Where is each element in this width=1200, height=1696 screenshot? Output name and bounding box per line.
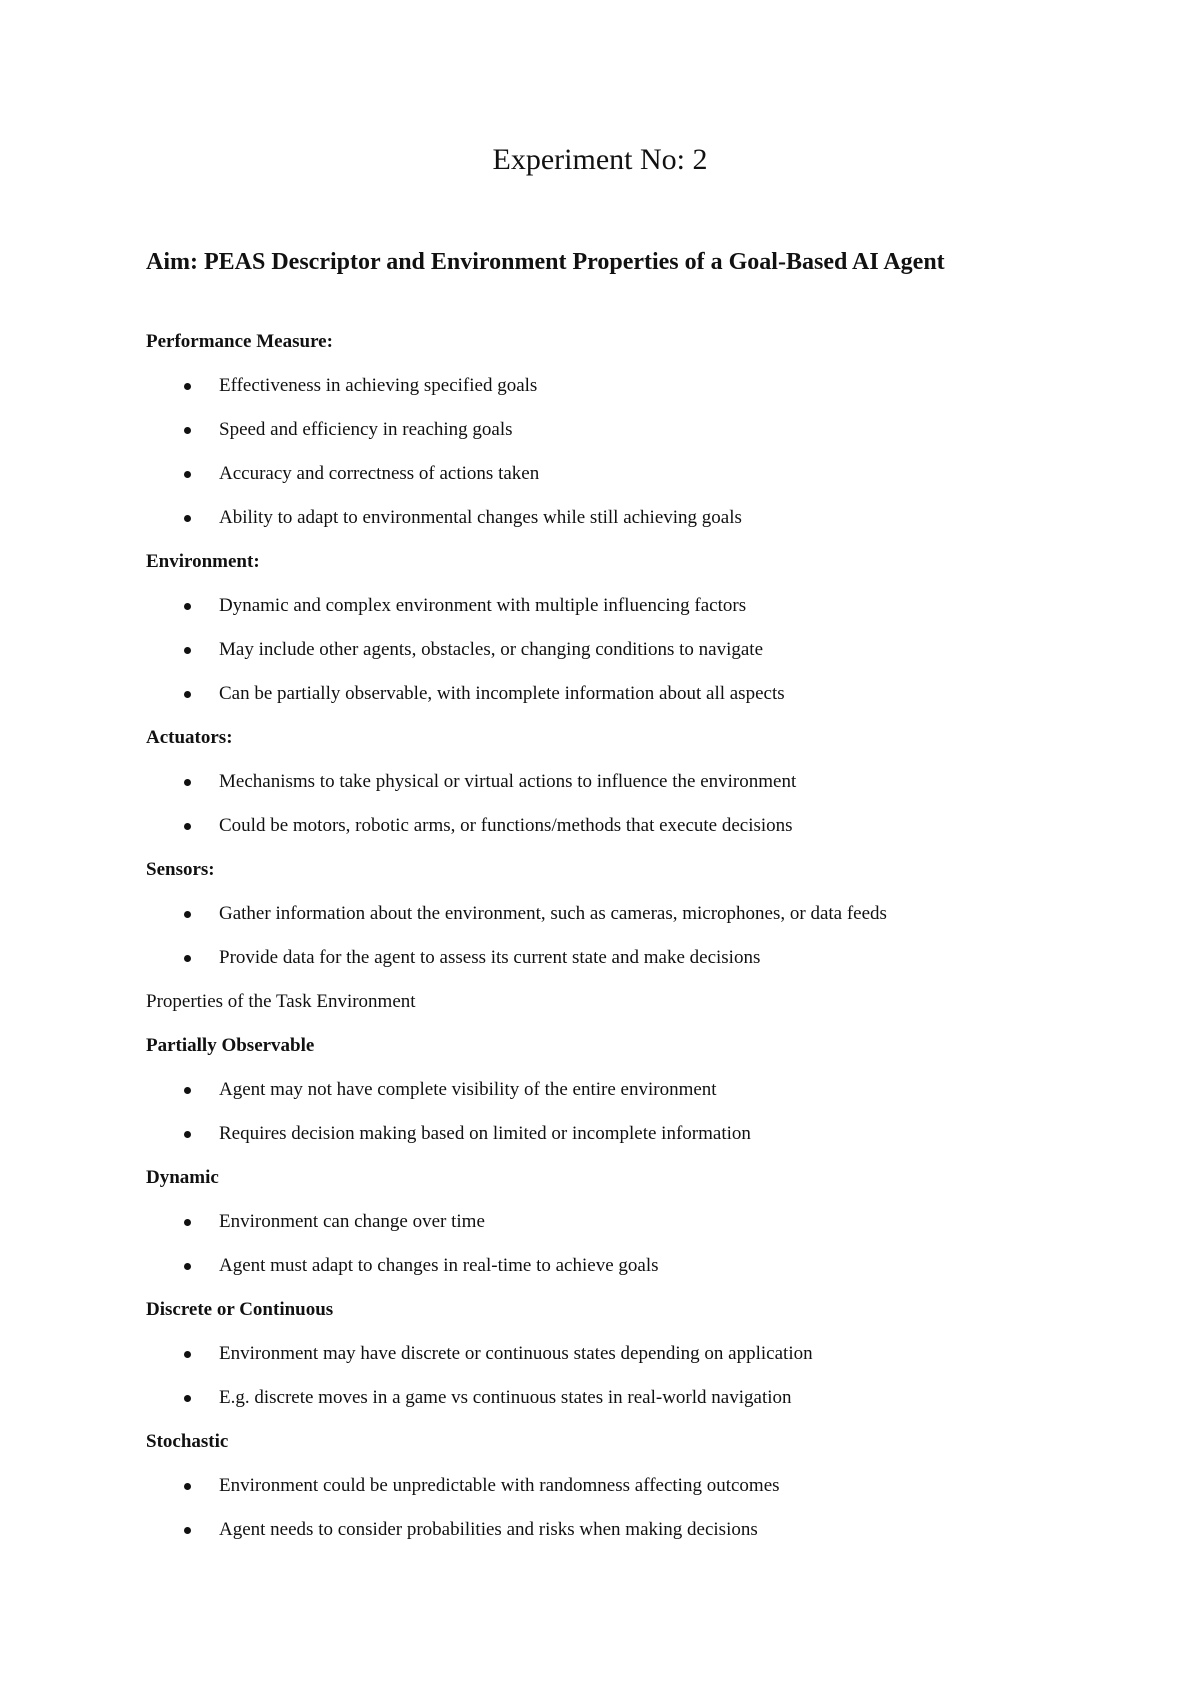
list-item xyxy=(146,1518,1106,1562)
list-item-text: Mechanisms to take physical or virtual actions to influence the environment xyxy=(219,771,797,792)
property-heading-discrete-or-continuous: Discrete or Continuous xyxy=(146,1299,334,1320)
properties-heading: Properties of the Task Environment xyxy=(146,991,416,1012)
property-heading-partially-observable: Partially Observable xyxy=(146,1035,315,1056)
list-item xyxy=(146,1342,1106,1386)
list-item-text: Environment can change over time xyxy=(219,1211,485,1232)
property-heading-stochastic: Stochastic xyxy=(146,1431,229,1452)
list-item xyxy=(146,594,1106,638)
list-item xyxy=(146,682,1106,726)
list-item xyxy=(146,1474,1106,1518)
list-item xyxy=(146,418,1106,462)
bullet-icon xyxy=(184,515,191,522)
list-item-text: Agent may not have complete visibility of the entire environment xyxy=(219,1079,717,1100)
section-heading-environment: Environment: xyxy=(146,551,260,572)
property-heading-dynamic: Dynamic xyxy=(146,1167,219,1188)
sensors-list xyxy=(146,902,1106,990)
page-title: Experiment No: 2 xyxy=(492,143,708,176)
section-heading-performance-measure: Performance Measure: xyxy=(146,331,333,352)
list-item-text: Effectiveness in achieving specified goals xyxy=(219,375,538,396)
actuators-list xyxy=(146,770,1106,858)
bullet-icon xyxy=(184,1351,191,1358)
stochastic-list xyxy=(146,1474,1106,1562)
list-item-text: May include other agents, obstacles, or changing conditions to navigate xyxy=(219,639,763,660)
bullet-icon xyxy=(184,955,191,962)
document-body xyxy=(146,330,1106,1562)
bullet-icon xyxy=(184,1395,191,1402)
list-item-text: Agent needs to consider probabilities and risks when making decisions xyxy=(219,1519,758,1540)
bullet-icon xyxy=(184,911,191,918)
list-item xyxy=(146,1254,1106,1298)
list-item-text: Speed and efficiency in reaching goals xyxy=(219,419,513,440)
bullet-icon xyxy=(184,471,191,478)
list-item xyxy=(146,1122,1106,1166)
list-item-text: Agent must adapt to changes in real-time to achieve goals xyxy=(219,1255,659,1276)
list-item-text: Provide data for the agent to assess its current state and make decisions xyxy=(219,947,761,968)
list-item-text: Gather information about the environment, such as cameras, microphones, or data feeds xyxy=(219,903,887,924)
list-item-text: Environment may have discrete or continuous states depending on application xyxy=(219,1343,813,1364)
list-item-text: Can be partially observable, with incomplete information about all aspects xyxy=(219,683,785,704)
dynamic-list xyxy=(146,1210,1106,1298)
aim-text: : PEAS Descriptor and Environment Properties of a Goal-Based AI Agent xyxy=(190,249,945,275)
section-heading-sensors: Sensors: xyxy=(146,859,215,880)
bullet-icon xyxy=(184,1131,191,1138)
list-item xyxy=(146,814,1106,858)
bullet-icon xyxy=(184,427,191,434)
list-item-text: Accuracy and correctness of actions taken xyxy=(219,463,540,484)
list-item xyxy=(146,1386,1106,1430)
partially-observable-list xyxy=(146,1078,1106,1166)
bullet-icon xyxy=(184,779,191,786)
list-item xyxy=(146,1210,1106,1254)
bullet-icon xyxy=(184,1483,191,1490)
list-item xyxy=(146,506,1106,550)
list-item xyxy=(146,1078,1106,1122)
list-item xyxy=(146,462,1106,506)
bullet-icon xyxy=(184,691,191,698)
list-item xyxy=(146,770,1106,814)
list-item xyxy=(146,902,1106,946)
environment-list xyxy=(146,594,1106,726)
list-item-text: Requires decision making based on limited or incomplete information xyxy=(219,1123,751,1144)
bullet-icon xyxy=(184,1263,191,1270)
list-item xyxy=(146,946,1106,990)
bullet-icon xyxy=(184,603,191,610)
section-heading-actuators: Actuators: xyxy=(146,727,233,748)
bullet-icon xyxy=(184,1219,191,1226)
list-item-text: Ability to adapt to environmental changes while still achieving goals xyxy=(219,507,742,528)
list-item-text: Could be motors, robotic arms, or functions/methods that execute decisions xyxy=(219,815,793,836)
performance-measure-list xyxy=(146,374,1106,550)
bullet-icon xyxy=(184,823,191,830)
bullet-icon xyxy=(184,647,191,654)
list-item-text: Dynamic and complex environment with multiple influencing factors xyxy=(219,595,747,616)
aim-heading xyxy=(146,245,1046,280)
list-item xyxy=(146,374,1106,418)
bullet-icon xyxy=(184,1087,191,1094)
bullet-icon xyxy=(184,1527,191,1534)
list-item xyxy=(146,638,1106,682)
aim-label: Aim xyxy=(146,249,190,275)
list-item-text: E.g. discrete moves in a game vs continuous states in real-world navigation xyxy=(219,1387,792,1408)
discrete-or-continuous-list xyxy=(146,1342,1106,1430)
list-item-text: Environment could be unpredictable with randomness affecting outcomes xyxy=(219,1475,780,1496)
bullet-icon xyxy=(184,383,191,390)
